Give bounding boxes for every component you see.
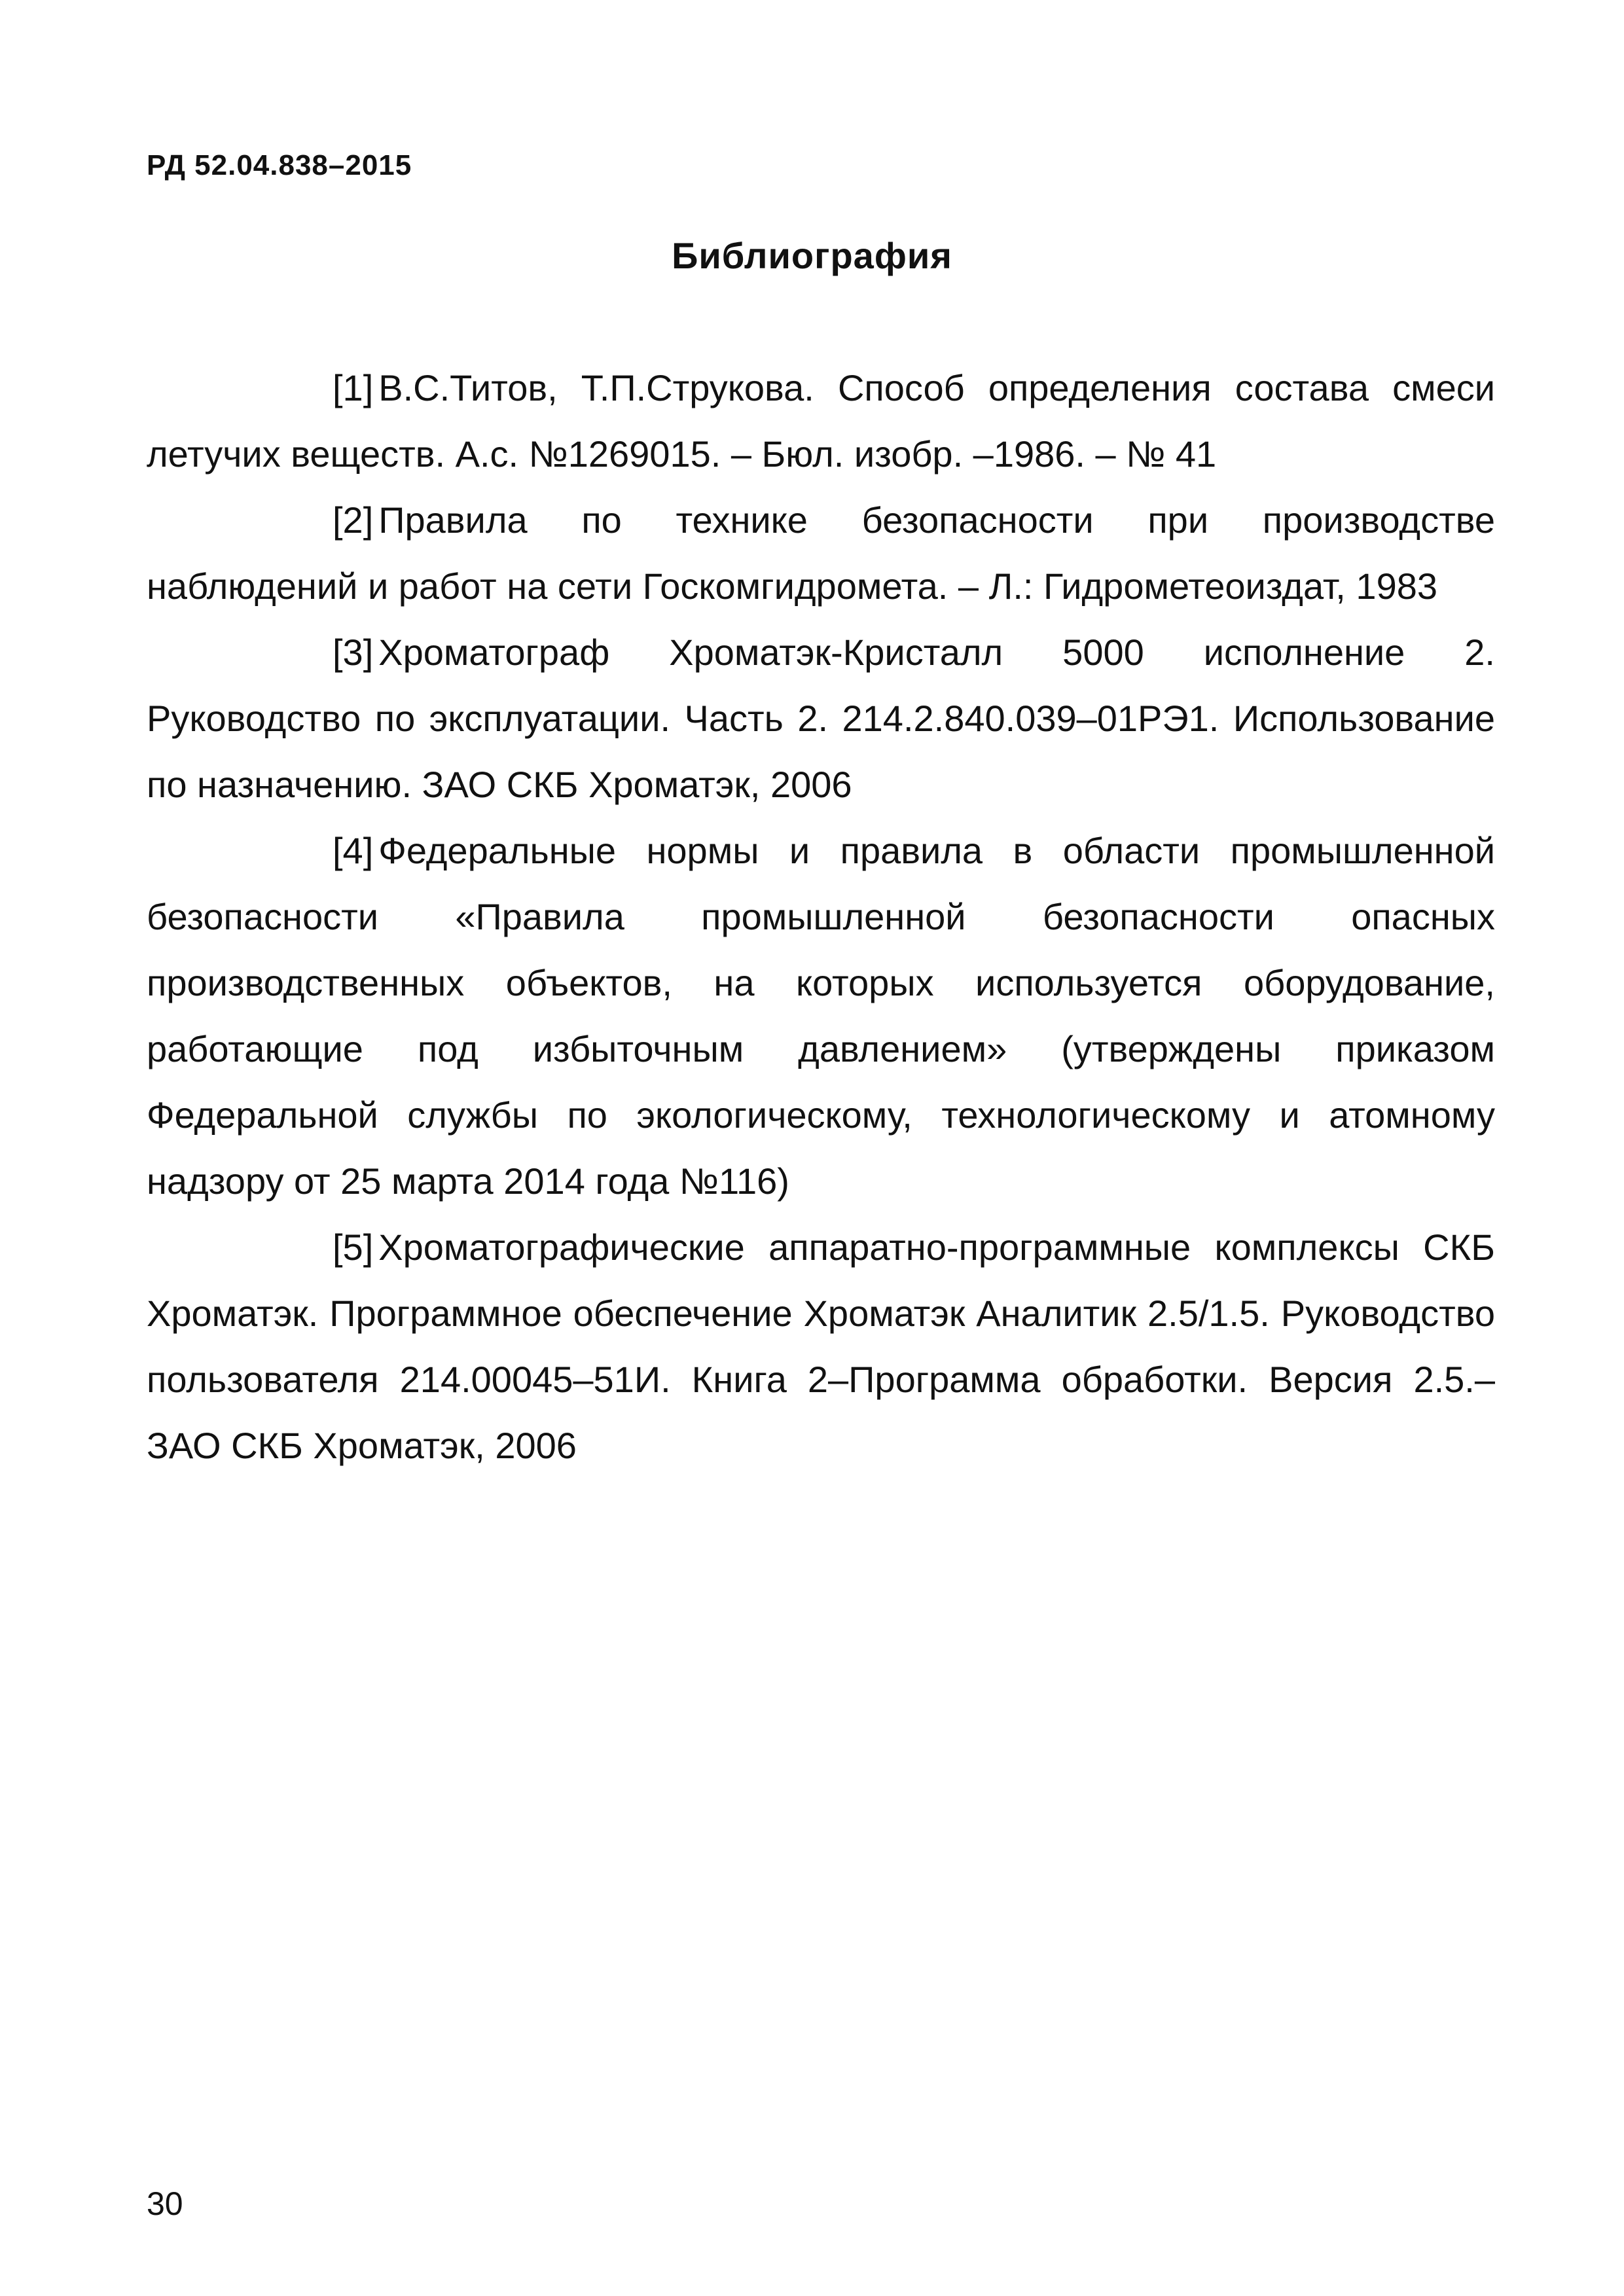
entry-text: Правила по технике безопасности при производстве наблюдений и работ на сети Госкомгидромета. – Л.: Гидрометеоиздат, 1983 xyxy=(147,499,1495,607)
entry-number: [4] xyxy=(333,830,374,871)
page-number: 30 xyxy=(147,2185,183,2222)
section-title: Библиография xyxy=(672,235,952,276)
entry-number: [1] xyxy=(333,367,374,408)
bibliography-entry xyxy=(147,817,1495,1214)
bibliography-entry xyxy=(147,619,1495,817)
entry-text: В.С.Титов, Т.П.Струкова. Способ определения состава смеси летучих веществ. А.с. №1269015. – Бюл. изобр. –1986. – № 41 xyxy=(147,367,1495,475)
entry-number: [3] xyxy=(333,632,374,673)
entry-number: [2] xyxy=(333,499,374,541)
bibliography-entry xyxy=(147,355,1495,487)
entry-text: Хроматографические аппаратно-программные комплексы СКБ Хроматэк. Программное обеспечение Хроматэк Аналитик 2.5/1.5. Руководство пользователя 214.00045–51И. Книга 2–Программа обработки. Версия 2.5.–ЗАО СКБ Хроматэк, 2006 xyxy=(147,1227,1495,1466)
entry-text: Федеральные нормы и правила в области промышленной безопасности «Правила промышленной безопасности опасных производственных объектов, на которых используется оборудование, работающие под избыточным давлением» (утверждены приказом Федеральной службы по экологическому, технологическому и атомному надзору от 25 марта 2014 года №116) xyxy=(147,830,1495,1202)
bibliography-list xyxy=(147,355,1495,1479)
entry-number: [5] xyxy=(333,1227,374,1268)
entry-text: Хроматограф Хроматэк-Кристалл 5000 исполнение 2. Руководство по эксплуатации. Часть 2. 214.2.840.039–01РЭ1. Использование по назначению. ЗАО СКБ Хроматэк, 2006 xyxy=(147,632,1495,805)
document-code: РД 52.04.838–2015 xyxy=(147,149,412,181)
bibliography-entry xyxy=(147,1214,1495,1479)
bibliography-entry xyxy=(147,487,1495,619)
